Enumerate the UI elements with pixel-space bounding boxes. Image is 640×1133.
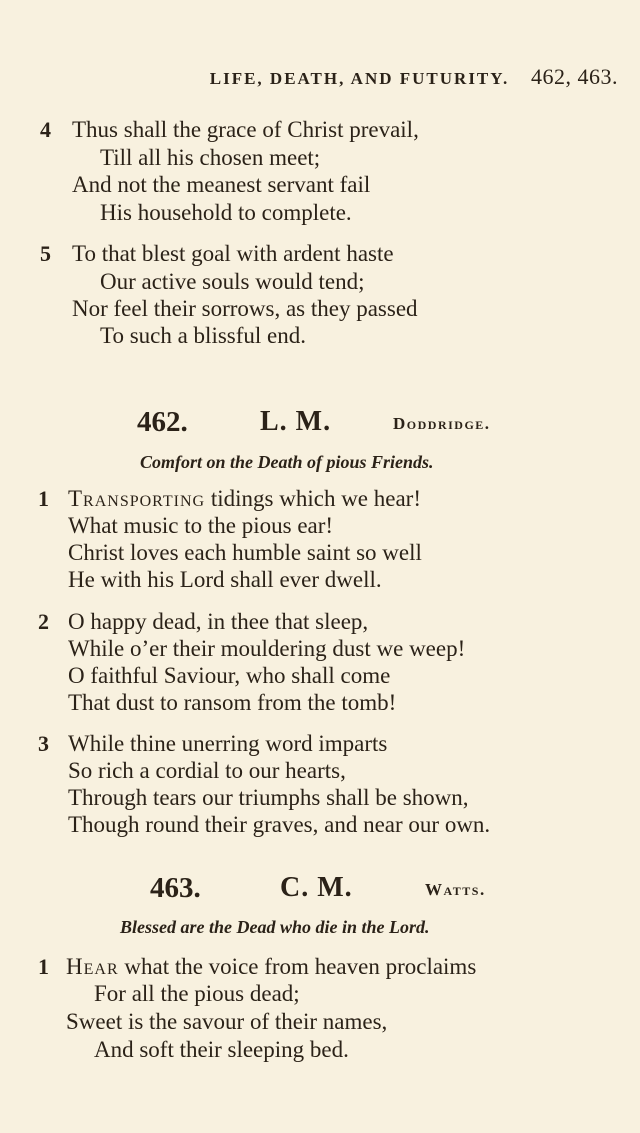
- verse-line: His household to complete.: [100, 200, 352, 225]
- hymn-subtitle: Comfort on the Death of pious Friends.: [140, 452, 434, 472]
- hymn-number: 462.: [137, 406, 188, 438]
- verse-number: 5: [40, 241, 51, 266]
- verse-line: To that blest goal with ardent haste: [72, 241, 394, 266]
- verse-line: Though round their graves, and near our own.: [68, 812, 491, 837]
- running-head-page-numbers: 462, 463.: [531, 64, 618, 89]
- verse-line: Through tears our triumphs shall be shown,: [68, 785, 469, 810]
- hymn-author: Doddridge.: [393, 414, 491, 433]
- verse-line: Till all his chosen meet;: [100, 145, 321, 170]
- verse-line: He with his Lord shall ever dwell.: [68, 567, 382, 592]
- verse-line: Nor feel their sorrows, as they passed: [72, 296, 418, 321]
- verse-number: 1: [38, 954, 49, 979]
- verse-line: Thus shall the grace of Christ prevail,: [72, 117, 419, 142]
- verse-first-word: Transporting: [68, 486, 206, 511]
- verse-line: [66, 954, 476, 980]
- hymn-subtitle: Blessed are the Dead who die in the Lord.: [120, 917, 430, 937]
- verse-line: What music to the pious ear!: [68, 513, 334, 538]
- verse-line-rest: tidings which we hear!: [205, 486, 421, 511]
- verse-line-rest: what the voice from heaven proclaims: [118, 954, 477, 979]
- verse-number: 1: [38, 486, 49, 511]
- verse-number: 2: [38, 609, 49, 634]
- verse-line: While o’er their mouldering dust we weep!: [68, 636, 466, 661]
- hymn-meter: L. M.: [260, 406, 332, 437]
- verse-line: So rich a cordial to our hearts,: [68, 758, 346, 783]
- running-head-title: LIFE, DEATH, AND FUTURITY.: [209, 69, 510, 88]
- verse-line: And not the meanest servant fail: [72, 172, 371, 197]
- verse-first-word: Hear: [66, 954, 119, 979]
- verse-number: 4: [40, 117, 51, 142]
- hymn-author: Watts.: [425, 880, 486, 899]
- verse-line: O happy dead, in thee that sleep,: [68, 609, 369, 634]
- verse-line: That dust to ransom from the tomb!: [68, 690, 397, 715]
- verse-line: Christ loves each humble saint so well: [68, 540, 422, 565]
- verse-line: To such a blissful end.: [100, 323, 307, 348]
- verse-line: O faithful Saviour, who shall come: [68, 663, 391, 688]
- verse-line: [68, 486, 421, 512]
- verse-number: 3: [38, 731, 49, 756]
- verse-line: Our active souls would tend;: [100, 269, 365, 294]
- hymn-meter: C. M.: [280, 872, 353, 903]
- verse-line: Sweet is the savour of their names,: [66, 1009, 388, 1034]
- verse-line: For all the pious dead;: [94, 981, 300, 1006]
- verse-line: While thine unerring word imparts: [68, 731, 388, 756]
- running-head: [0, 64, 618, 90]
- verse-line: And soft their sleeping bed.: [94, 1037, 349, 1062]
- hymn-number: 463.: [150, 872, 201, 904]
